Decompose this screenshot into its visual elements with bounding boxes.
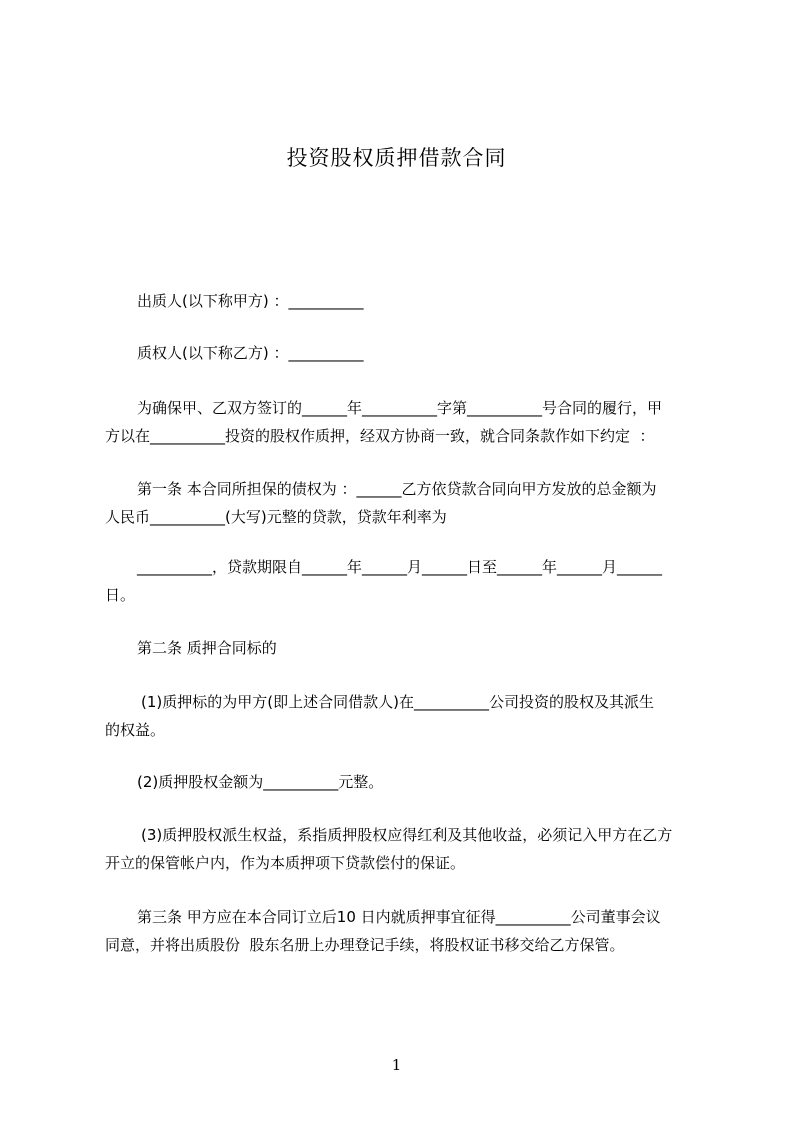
article-3-line-2: 同意，并将出质股份 股东名册上办理登记手续，将股权证书移交给乙方保管。 xyxy=(105,936,625,954)
article-3-line-1: 第三条 甲方应在本合同订立后10 日内就质押事宜征得__________公司董事会议 xyxy=(137,908,661,926)
article-2-item-1-line-1: (1)质押标的为甲方(即上述合同借款人)在__________公司投资的股权及其派生 xyxy=(141,693,654,711)
article-1-line-3: __________，贷款期限自______年______月______日至______年______月______ xyxy=(137,558,663,576)
article-1-line-2: 人民币__________(大写)元整的贷款，贷款年利率为 xyxy=(105,508,447,526)
pledgor-line: 出质人(以下称甲方) ：__________ xyxy=(137,292,364,310)
article-2-item-3-line-1: (3)质押股权派生权益，系指质押股权应得红利及其他收益，必须记入甲方在乙方 xyxy=(141,826,673,844)
article-2-item-2: (2)质押股权金额为__________元整。 xyxy=(137,773,384,791)
preamble-line-2: 方以在__________投资的股权作质押，经双方协商一致，就合同条款作如下约定 ： xyxy=(105,427,655,445)
pledgee-line: 质权人(以下称乙方) ：__________ xyxy=(137,344,364,362)
article-2-item-3-line-2: 开立的保管帐户内，作为本质押项下贷款偿付的保证。 xyxy=(105,854,466,872)
document-title: 投资股权质押借款合同 xyxy=(286,146,507,170)
article-2-heading: 第二条 质押合同标的 xyxy=(137,639,277,657)
preamble-line-1: 为确保甲、乙双方签订的______年__________字第__________号合同的履行，甲 xyxy=(137,399,663,417)
article-2-item-1-line-2: 的权益。 xyxy=(105,721,166,739)
article-1-line-4: 日。 xyxy=(105,586,136,604)
page-number: 1 xyxy=(391,1056,402,1074)
article-1-line-1: 第一条 本合同所担保的债权为 ：______乙方依贷款合同向甲方发放的总金额为 xyxy=(137,480,657,498)
